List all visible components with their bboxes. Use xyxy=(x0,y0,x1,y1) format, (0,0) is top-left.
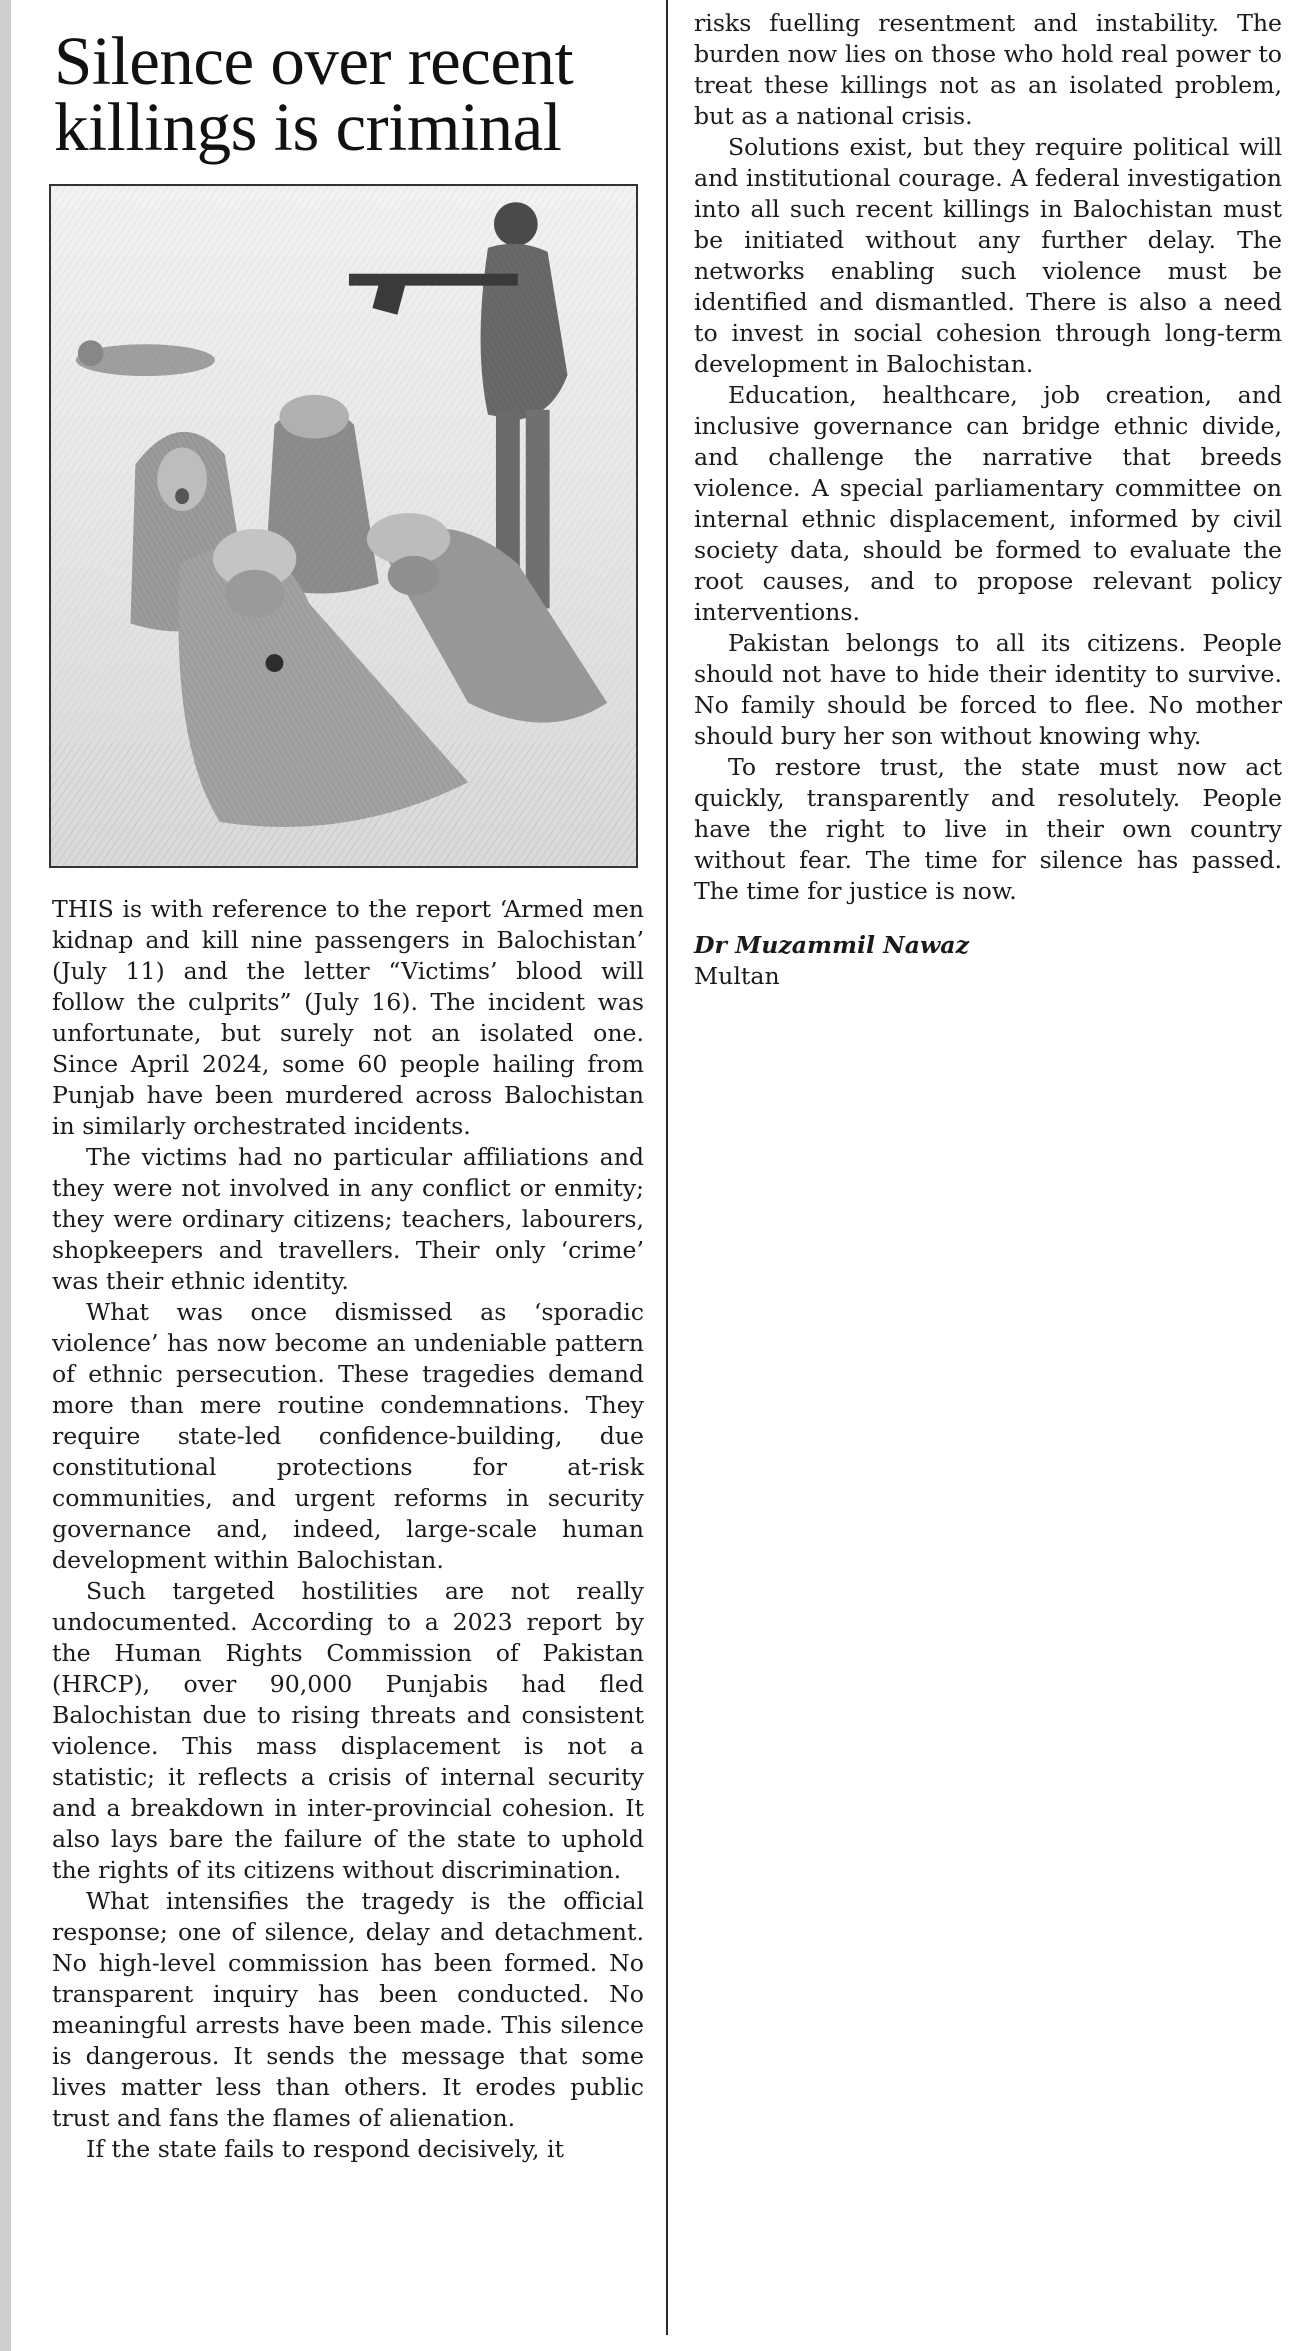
paragraph: Education, healthcare, job creation, and inclusive governance can bridge ethnic divide, and challenge the narrative that breeds violence. A special parliamentary committee on internal ethnic displacement, informed by civil society data, should be formed to evaluate the root causes, and to propose relevant policy interventions. xyxy=(694,381,1282,626)
paragraph: What was once dismissed as ‘sporadic violence’ has now become an undeniable pattern of ethnic persecution. These tragedies demand more than mere routine condemnations. They require state-led confidence-building, due constitutional protections for at-risk communities, and urgent reforms in security governance and, indeed, large-scale human development within Balochistan. xyxy=(52,1298,644,1574)
headline: Silence over recent killings is criminal xyxy=(54,23,574,165)
illustration xyxy=(49,184,638,868)
paragraph: If the state fails to respond decisively, it xyxy=(86,2135,564,2163)
paragraph: Solutions exist, but they require political will and institutional courage. A federal investigation into all such recent killings in Balochistan must be initiated without any further delay. The networks enabling such violence must be identified and dismantled. There is also a need to invest in social cohesion through long-term development in Balochistan. xyxy=(694,133,1282,378)
illustration-sketch xyxy=(51,186,636,866)
paragraph: Pakistan belongs to all its citizens. People should not have to hide their identity to survive. No family should be forced to flee. No mother should bury her son without knowing why. xyxy=(694,629,1282,750)
paragraph: The victims had no particular affiliations and they were not involved in any conflict or enmity; they were ordinary citizens; teachers, labourers, shopkeepers and travellers. Their only ‘crime’ was their ethnic identity. xyxy=(52,1143,644,1295)
article-body-right xyxy=(694,8,1282,907)
paragraph: What intensifies the tragedy is the official response; one of silence, delay and detachment. No high-level commission has been formed. No transparent inquiry has been conducted. No meaningful arrests have been made. This silence is dangerous. It sends the message that some lives matter less than others. It erodes public trust and fans the flames of alienation. xyxy=(52,1887,644,2132)
author-name: Dr Muzammil Nawaz xyxy=(694,931,969,959)
column-divider xyxy=(666,0,668,2335)
author-city: Multan xyxy=(694,962,780,990)
paragraph: risks fuelling resentment and instability. The burden now lies on those who hold real power to treat these killings not as an isolated problem, but as a national crisis. xyxy=(694,9,1282,130)
page-margin-bar xyxy=(0,0,11,2351)
paragraph: THIS is with reference to the report ‘Armed men kidnap and kill nine passengers in Balochistan’ (July 11) and the letter “Victims’ blood will follow the culprits” (July 16). The incident was unfortunate, but surely not an isolated one. Since April 2024, some 60 people hailing from Punjab have been murdered across Balochistan in similarly orchestrated incidents. xyxy=(52,895,644,1140)
paragraph: To restore trust, the state must now act quickly, transparently and resolutely. People have the right to live in their own country without fear. The time for silence has passed. The time for justice is now. xyxy=(694,753,1282,905)
paragraph: Such targeted hostilities are not really undocumented. According to a 2023 report by the Human Rights Commission of Pakistan (HRCP), over 90,000 Punjabis had fled Balochistan due to rising threats and consistent violence. This mass displacement is not a statistic; it reflects a crisis of internal security and a breakdown in inter-provincial cohesion. It also lays bare the failure of the state to uphold the rights of its citizens without discrimination. xyxy=(52,1577,644,1884)
right-column xyxy=(694,0,1282,992)
article-body-left xyxy=(52,894,644,2165)
left-column xyxy=(52,24,644,2165)
